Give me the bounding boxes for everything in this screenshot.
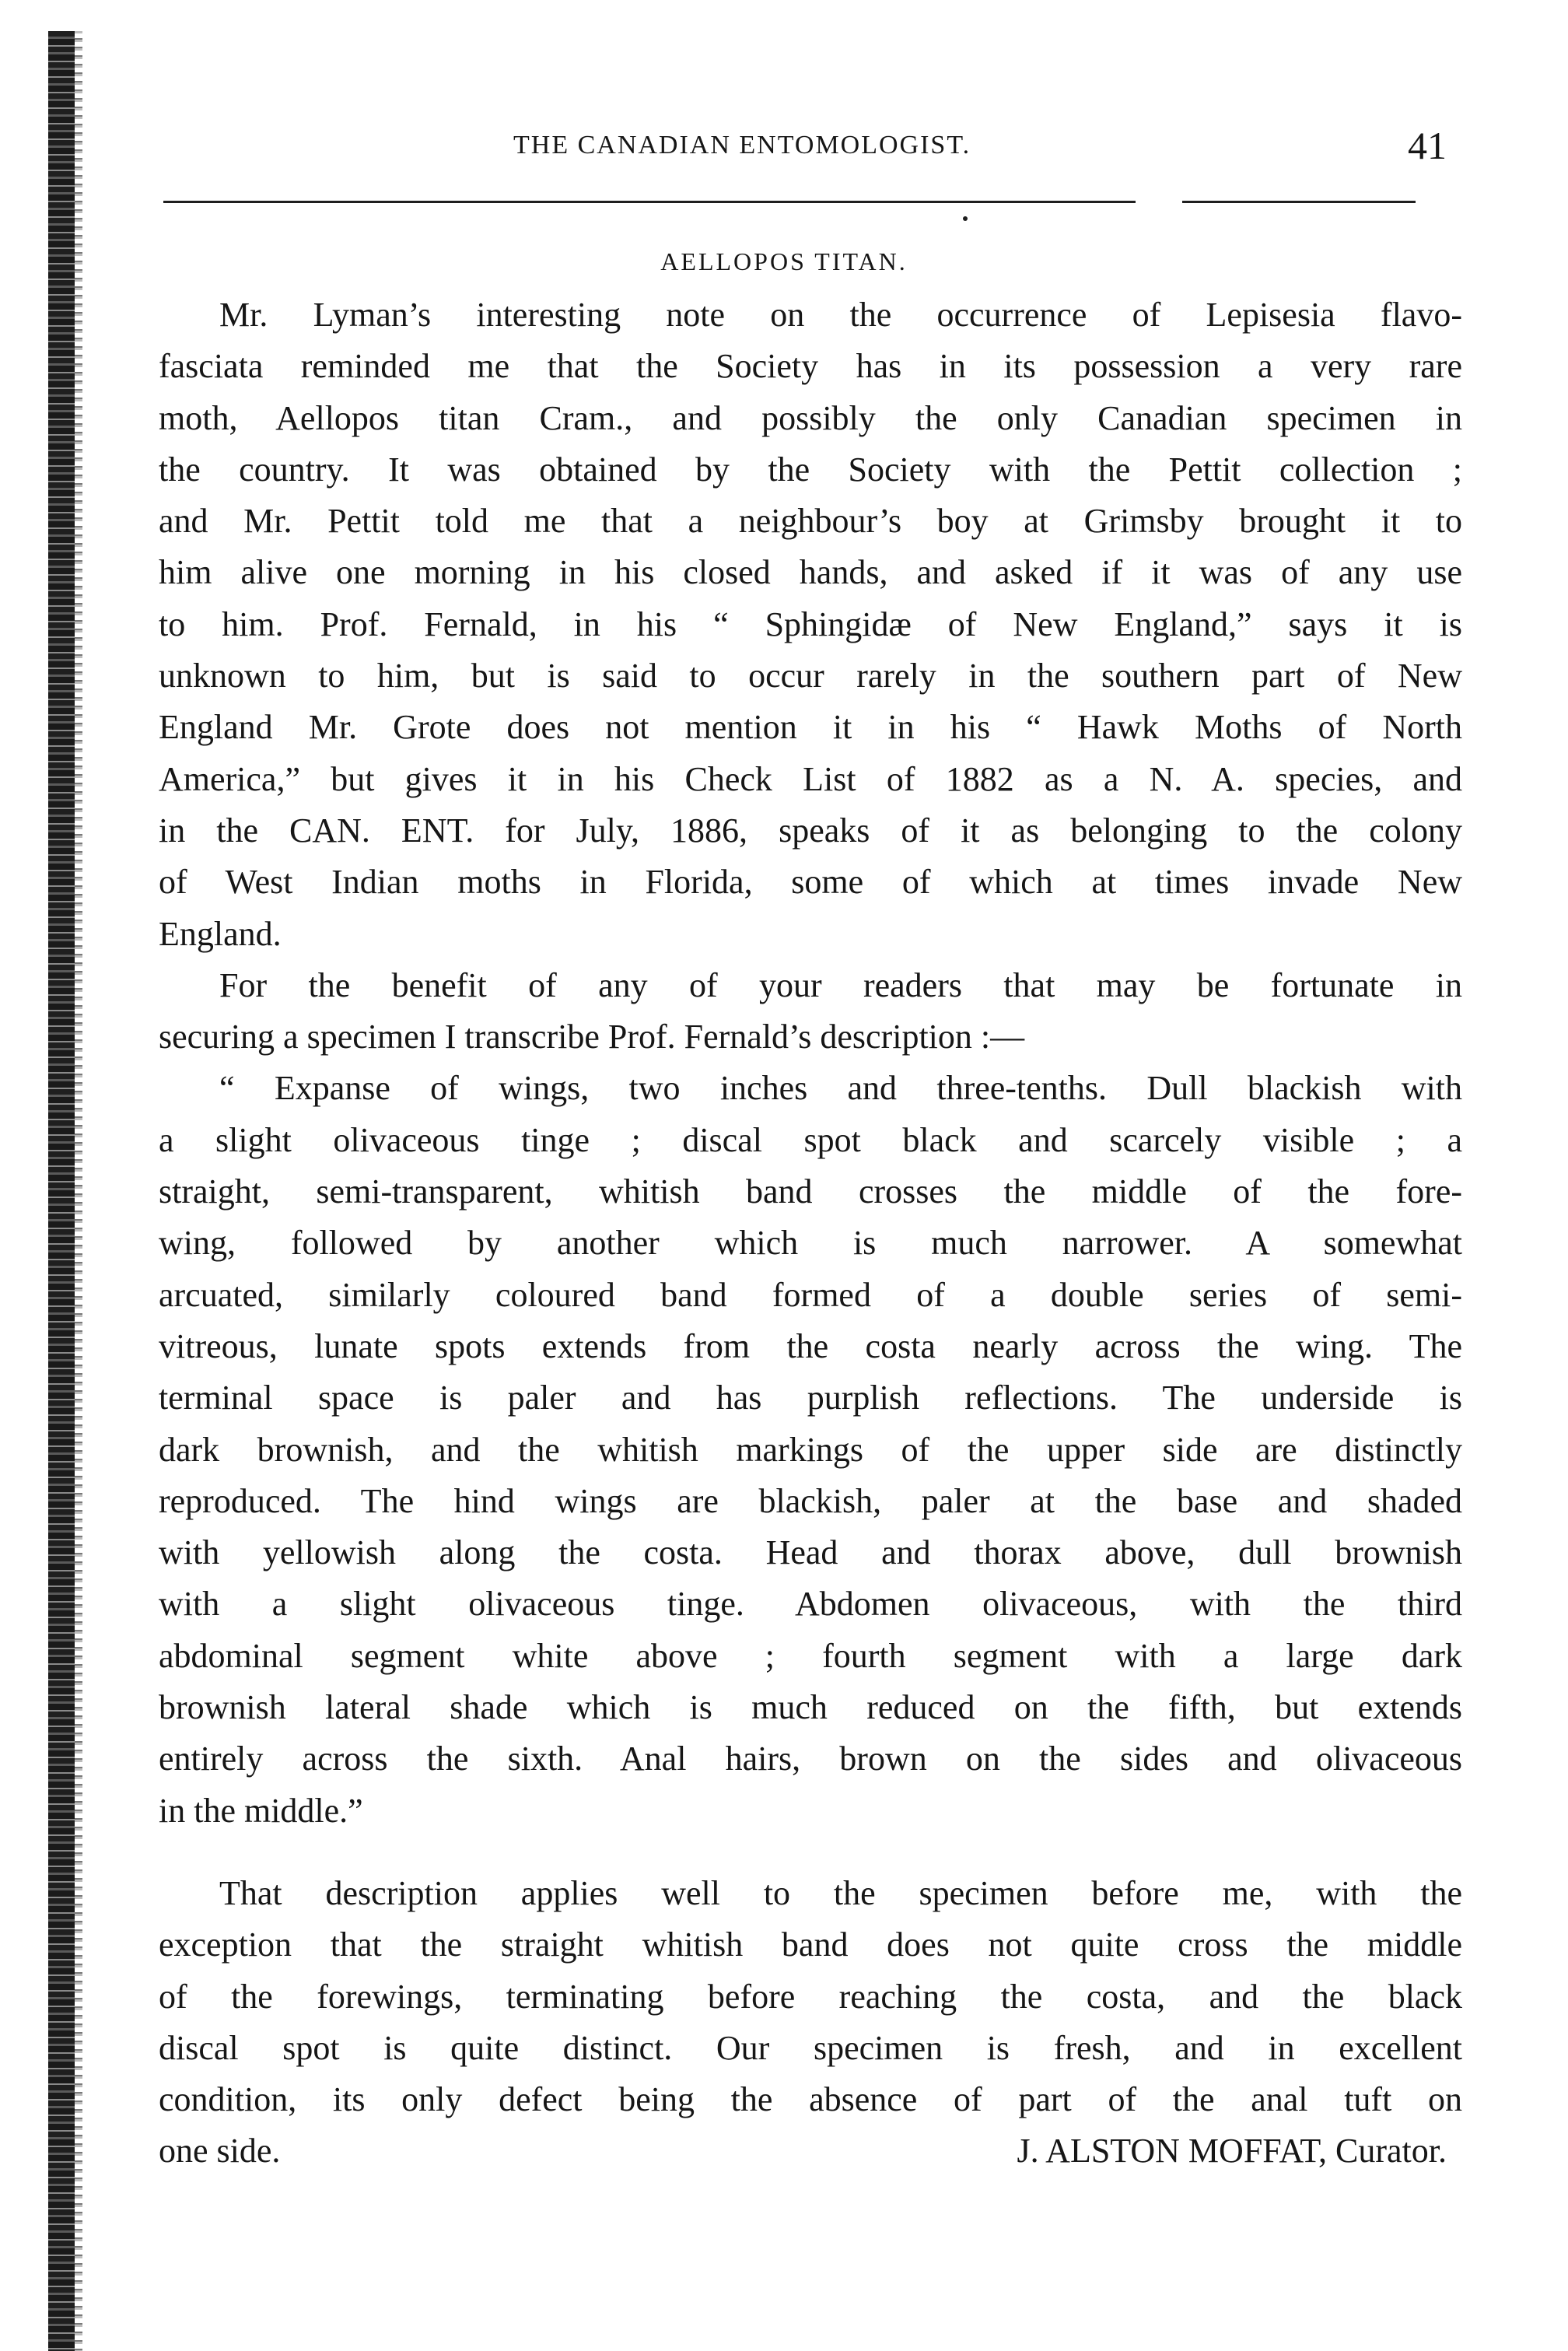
text-line: and Mr. Pettit told me that a neighbour’s boy at Grimsby brought it to — [159, 502, 1462, 541]
text-line: condition, its only defect being the absence of part of the anal tuft on — [159, 2080, 1462, 2119]
text-line: terminal space is paler and has purplish reflections. The underside is — [159, 1379, 1462, 1417]
page-binding-edge — [48, 31, 82, 2351]
text-line: America,” but gives it in his Check List of 1882 as a N. A. species, and — [159, 759, 1462, 798]
article-body — [159, 289, 1462, 2178]
text-line: “ Expanse of wings, two inches and three-tenths. Dull blackish with — [219, 1069, 1462, 1108]
text-line: of West Indian moths in Florida, some of which at times invade New — [159, 863, 1462, 902]
closing-text: one side. — [159, 2132, 281, 2171]
header-rule-left — [163, 201, 1136, 203]
text-line: abdominal segment white above ; fourth segment with a large dark — [159, 1636, 1462, 1675]
text-line: wing, followed by another which is much narrower. A somewhat — [159, 1224, 1462, 1263]
text-line: arcuated, similarly coloured band formed of a double series of semi- — [159, 1275, 1462, 1314]
text-line: reproduced. The hind wings are blackish, paler at the base and shaded — [159, 1481, 1462, 1520]
text-line: of the forewings, terminating before reaching the costa, and the black — [159, 1977, 1462, 2016]
text-line: in the middle.” — [159, 1791, 363, 1830]
text-line: the country. It was obtained by the Society with the Pettit collection ; — [159, 450, 1462, 489]
text-line: a slight olivaceous tinge ; discal spot black and scarcely visible ; a — [159, 1120, 1462, 1159]
author-signature: J. ALSTON MOFFAT, Curator. — [1017, 2132, 1447, 2171]
running-title: THE CANADIAN ENTOMOLOGIST. — [513, 131, 971, 159]
text-line: Mr. Lyman’s interesting note on the occurrence of Lepisesia flavo- — [219, 296, 1462, 334]
text-line: with yellowish along the costa. Head and thorax above, dull brownish — [159, 1533, 1462, 1572]
text-line: entirely across the sixth. Anal hairs, brown on the sides and olivaceous — [159, 1740, 1462, 1778]
paragraph-gap — [159, 1837, 1462, 1868]
text-line: securing a specimen I transcribe Prof. Fernald’s description :— — [159, 1018, 1025, 1056]
text-line: dark brownish, and the whitish markings of the upper side are distinctly — [159, 1430, 1462, 1469]
closing-line — [159, 2125, 1462, 2177]
text-line: with a slight olivaceous tinge. Abdomen olivaceous, with the third — [159, 1585, 1462, 1624]
text-line: in the CAN. ENT. for July, 1886, speaks of it as belonging to the colony — [159, 811, 1462, 850]
text-line: fasciata reminded me that the Society has in its possession a very rare — [159, 347, 1462, 386]
text-line: vitreous, lunate spots extends from the costa nearly across the wing. The — [159, 1326, 1462, 1365]
text-line: exception that the straight whitish band does not quite cross the middle — [159, 1925, 1462, 1964]
text-line: discal spot is quite distinct. Our specimen is fresh, and in excellent — [159, 2028, 1462, 2067]
page-number: 41 — [1408, 124, 1447, 167]
text-line: brownish lateral shade which is much reduced on the fifth, but extends — [159, 1688, 1462, 1727]
text-line: moth, Aellopos titan Cram., and possibly the only Canadian specimen in — [159, 398, 1462, 437]
text-line: him alive one morning in his closed hands, and asked if it was of any use — [159, 553, 1462, 592]
text-line: For the benefit of any of your readers that may be fortunate in — [219, 965, 1462, 1004]
text-line: unknown to him, but is said to occur rarely in the southern part of New — [159, 657, 1462, 695]
article-title: AELLOPOS TITAN. — [660, 247, 908, 275]
text-line: England. — [159, 914, 282, 953]
text-line: England Mr. Grote does not mention it in his “ Hawk Moths of North — [159, 708, 1462, 747]
text-line: That description applies well to the specimen before me, with the — [219, 1873, 1462, 1912]
header-rule-right — [1182, 201, 1416, 203]
text-line: to him. Prof. Fernald, in his “ Sphingidæ of New England,” says it is — [159, 604, 1462, 643]
text-line: straight, semi-transparent, whitish band crosses the middle of the fore- — [159, 1172, 1462, 1211]
header-rule-dot — [963, 216, 968, 221]
